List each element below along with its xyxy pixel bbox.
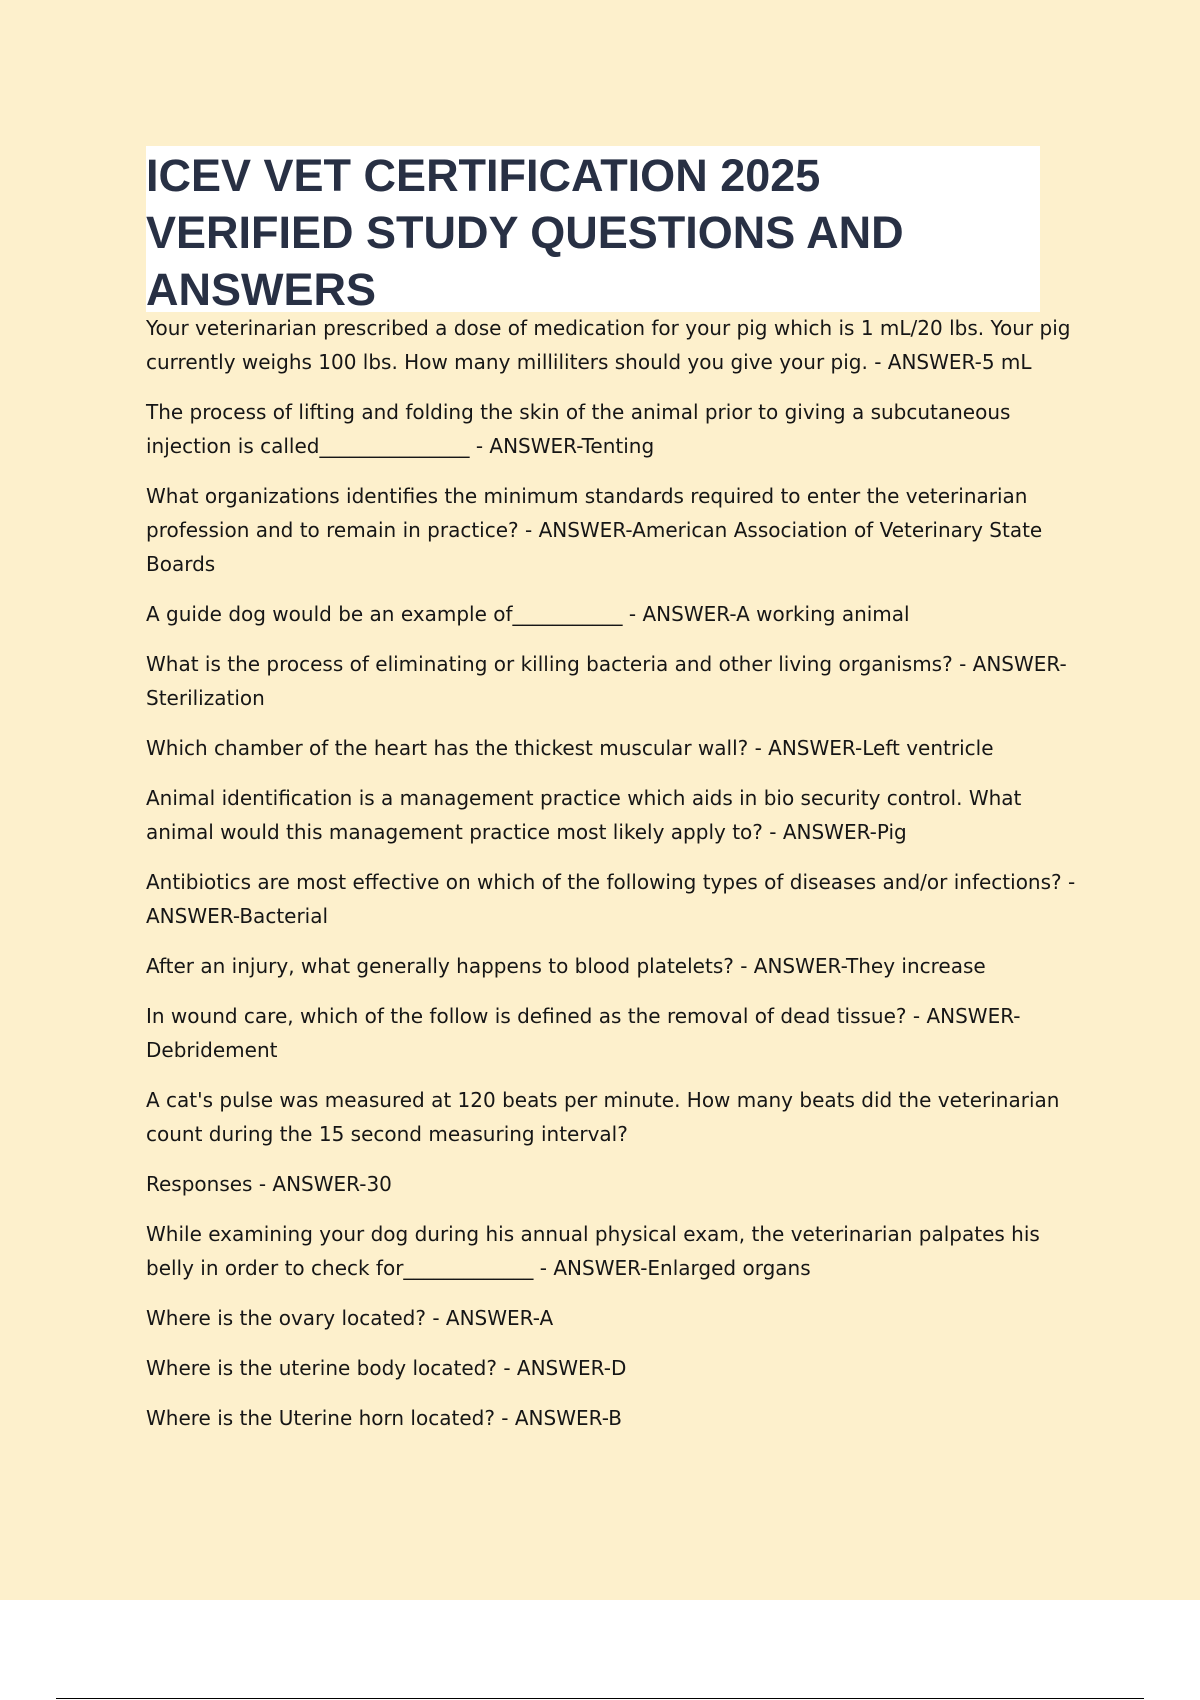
footer-divider [56,1698,1144,1699]
qa-item: Where is the ovary located? - ANSWER-A [146,1306,554,1330]
qa-item: A guide dog would be an example of___________ - ANSWER-A working animal [146,602,910,626]
qa-item: While examining your dog during his annual physical exam, the veterinarian palpates his belly in order to check for_____________ - ANSWER-Enlarged organs [146,1222,1040,1280]
qa-item: Where is the uterine body located? - ANSWER-D [146,1356,627,1380]
qa-list [146,311,1091,1451]
qa-item: Your veterinarian prescribed a dose of medication for your pig which is 1 mL/20 lbs. Your pig currently weighs 100 lbs. How many milliliters should you give your pig. - ANSWER-5 mL [146,316,1071,374]
qa-item: The process of lifting and folding the skin of the animal prior to giving a subcutaneous injection is called_______________ - ANSWER-Tenting [146,400,1011,458]
qa-item: Where is the Uterine horn located? - ANSWER-B [146,1406,622,1430]
qa-item: A cat's pulse was measured at 120 beats per minute. How many beats did the veterinarian count during the 15 second measuring interval? [146,1088,1060,1146]
qa-item: In wound care, which of the follow is defined as the removal of dead tissue? - ANSWER-Debridement [146,1004,1021,1062]
qa-item: Antibiotics are most effective on which of the following types of diseases and/or infections? - ANSWER-Bacterial [146,870,1076,928]
document-title: ICEV VET CERTIFICATION 2025 VERIFIED STUDY QUESTIONS AND ANSWERS [146,150,904,315]
qa-item: Animal identification is a management practice which aids in bio security control. What animal would this management practice most likely apply to? - ANSWER-Pig [146,786,1022,844]
qa-item: After an injury, what generally happens to blood platelets? - ANSWER-They increase [146,954,986,978]
qa-item: Which chamber of the heart has the thickest muscular wall? - ANSWER-Left ventricle [146,736,994,760]
qa-item: What is the process of eliminating or killing bacteria and other living organisms? - ANSWER-Sterilization [146,652,1067,710]
qa-item: Responses - ANSWER-30 [146,1172,392,1196]
qa-item: What organizations identifies the minimum standards required to enter the veterinarian profession and to remain in practice? - ANSWER-American Association of Veterinary State Boards [146,484,1043,576]
